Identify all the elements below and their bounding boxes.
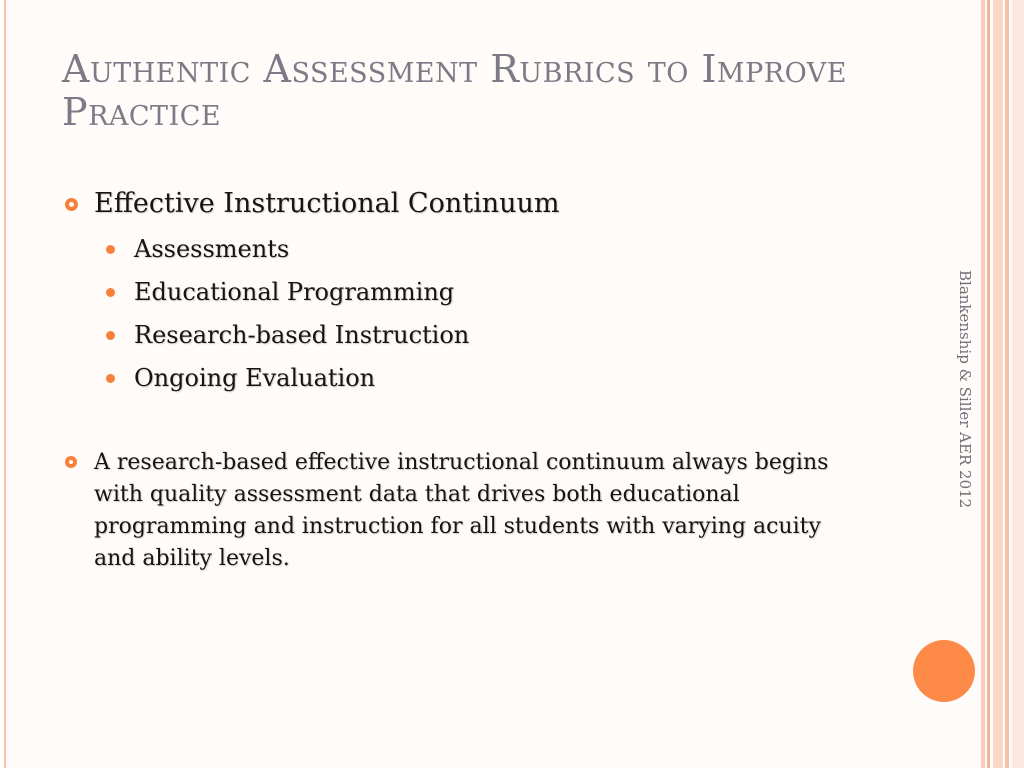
slide-content <box>64 188 884 575</box>
right-border-stripe <box>1005 0 1009 768</box>
dot-bullet-icon <box>106 331 115 340</box>
sub-bullet-text: Ongoing Evaluation <box>134 364 376 393</box>
sub-bullet <box>64 314 884 357</box>
main-bullet-text: Effective Instructional Continuum <box>94 188 560 219</box>
main-bullet <box>64 188 884 220</box>
footer-credit: Blankenship & Siller AER 2012 <box>956 270 974 509</box>
sub-bullet <box>64 271 884 314</box>
ring-bullet-icon <box>65 456 77 468</box>
summary-text: A research-based effective instructional continuum always begins with quality assessment data that drives both educational programming and instruction for all students with varying acuity and ability levels. <box>94 450 829 572</box>
right-border-stripe <box>1012 0 1024 768</box>
right-border-stripe <box>987 0 990 768</box>
dot-bullet-icon <box>106 374 115 383</box>
summary-bullet <box>64 447 834 575</box>
dot-bullet-icon <box>106 245 115 254</box>
slide-title: Authentic Assessment Rubrics to Improve Practice <box>62 47 847 134</box>
decorative-circle <box>913 640 975 702</box>
sub-bullet-list <box>64 228 884 400</box>
sub-bullet-text: Educational Programming <box>134 278 455 307</box>
right-border-stripe <box>993 0 1003 768</box>
left-border-line <box>4 0 6 768</box>
ring-bullet-icon <box>65 198 78 211</box>
sub-bullet <box>64 357 884 400</box>
sub-bullet <box>64 228 884 271</box>
right-border-stripe <box>981 0 985 768</box>
sub-bullet-text: Research-based Instruction <box>134 321 470 350</box>
sub-bullet-text: Assessments <box>134 235 290 264</box>
dot-bullet-icon <box>106 288 115 297</box>
